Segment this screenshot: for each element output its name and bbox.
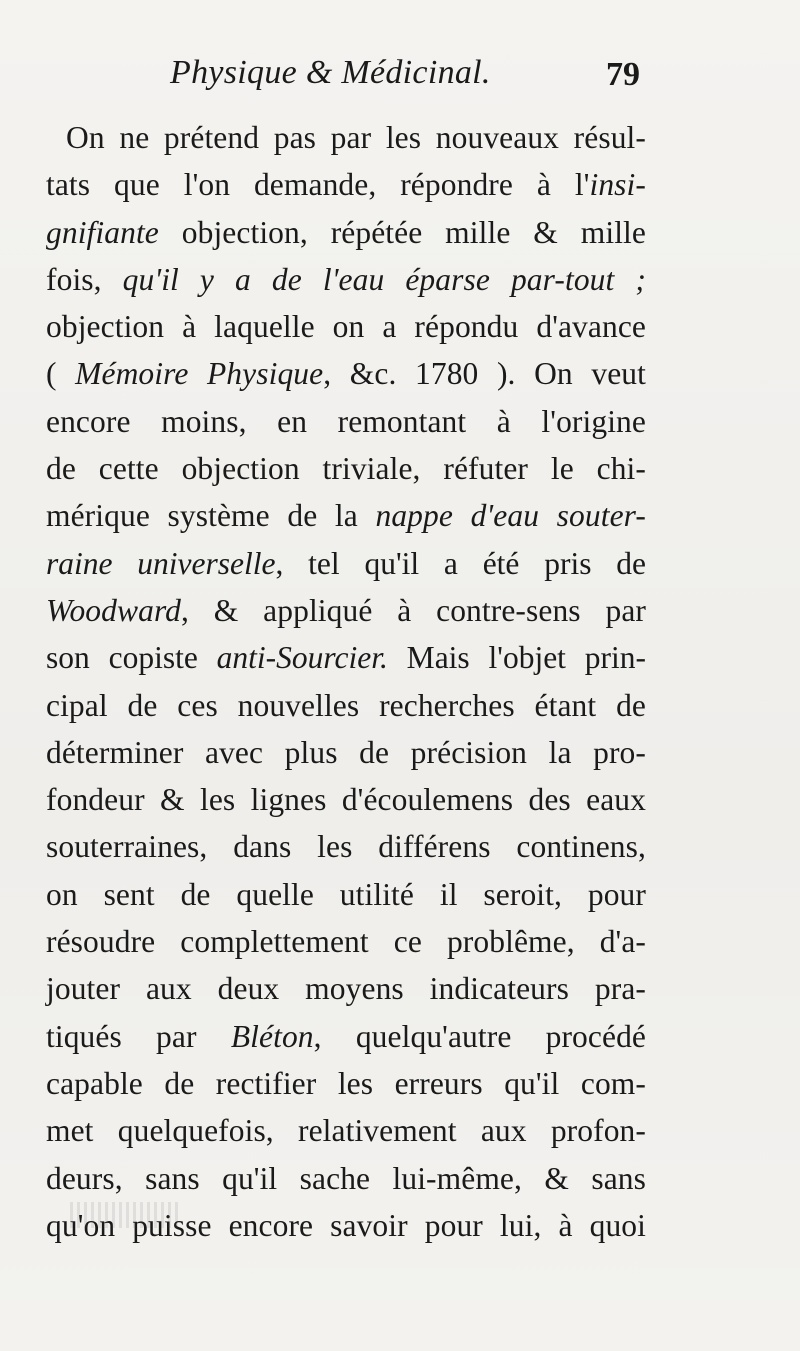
text-run: tats que l'on demande, répondre à l' (46, 167, 590, 203)
italic-text: gnifiante (46, 214, 159, 250)
text-run: met quelquefois, relativement aux profon- (46, 1113, 646, 1149)
text-line (46, 161, 646, 208)
italic-text: nappe d'eau souter- (375, 498, 646, 534)
text-line (46, 209, 646, 256)
text-run: jouter aux deux moyens indicateurs pra- (46, 971, 646, 1007)
text-line (46, 256, 646, 303)
text-line (46, 918, 646, 965)
italic-text: raine universelle (46, 545, 276, 581)
text-line (46, 1107, 646, 1154)
text-line (46, 540, 646, 587)
text-line (46, 303, 646, 350)
text-run: fois, (46, 261, 123, 297)
text-run: , & appliqué à contre-sens par (181, 592, 646, 628)
text-line (46, 682, 646, 729)
text-line (46, 445, 646, 492)
text-line (46, 1060, 646, 1107)
page-number: 79 (606, 56, 640, 93)
text-run: , &c. 1780 ). On veut (323, 356, 646, 392)
text-run: , quelqu'autre procédé (313, 1018, 646, 1054)
text-run: son copiste (46, 640, 217, 676)
text-run: , tel qu'il a été pris de (275, 545, 646, 581)
text-run: souterraines, dans les différens continens, (46, 829, 646, 865)
text-run: mérique système de la (46, 498, 376, 534)
text-line (46, 823, 646, 870)
text-run: capable de rectifier les erreurs qu'il com- (46, 1065, 646, 1101)
text-line (46, 871, 646, 918)
italic-text: anti-Sourcier. (216, 640, 388, 676)
italic-text: qu'il y a de l'eau éparse par-tout ; (122, 261, 646, 297)
page-header (170, 50, 640, 100)
text-line (46, 965, 646, 1012)
text-line (46, 587, 646, 634)
text-run: On ne prétend pas par les nouveaux résul- (66, 120, 646, 155)
text-run: résoudre complettement ce problême, d'a- (46, 924, 646, 960)
text-line (46, 350, 646, 397)
text-line (46, 634, 646, 681)
italic-text: Bléton (230, 1018, 314, 1054)
text-run: qu'on puisse encore savoir pour lui, à quoi (46, 1207, 646, 1243)
text-run: tiqués par (46, 1018, 231, 1054)
text-run: objection, répétée mille & mille (158, 214, 646, 250)
text-run: objection à laquelle on a répondu d'avance (46, 309, 646, 345)
text-run: déterminer avec plus de précision la pro- (46, 734, 646, 770)
text-run: deurs, sans qu'il sache lui-même, & sans (46, 1160, 646, 1196)
italic-text: insi- (589, 167, 646, 203)
text-run: Mais l'objet prin- (387, 640, 646, 676)
text-run: de cette objection triviale, réfuter le chi- (46, 451, 646, 487)
italic-text: Woodward (46, 592, 181, 628)
text-line (46, 776, 646, 823)
text-line (46, 398, 646, 445)
text-run: on sent de quelle utilité il seroit, pour (46, 876, 646, 912)
text-line (46, 729, 646, 776)
text-run: cipal de ces nouvelles recherches étant de (46, 687, 646, 723)
text-run: ( (46, 356, 76, 392)
running-title: Physique & Médicinal. (170, 54, 491, 91)
bleed-through-mark (70, 1202, 180, 1228)
italic-text: Mémoire Physique (75, 356, 324, 392)
text-run: encore moins, en remontant à l'origine (46, 403, 646, 439)
text-line (46, 114, 646, 161)
text-run: fondeur & les lignes d'écoulemens des eaux (46, 782, 646, 818)
text-line (46, 1013, 646, 1060)
body-text (46, 114, 646, 1249)
text-line (46, 1155, 646, 1202)
text-line (46, 492, 646, 539)
